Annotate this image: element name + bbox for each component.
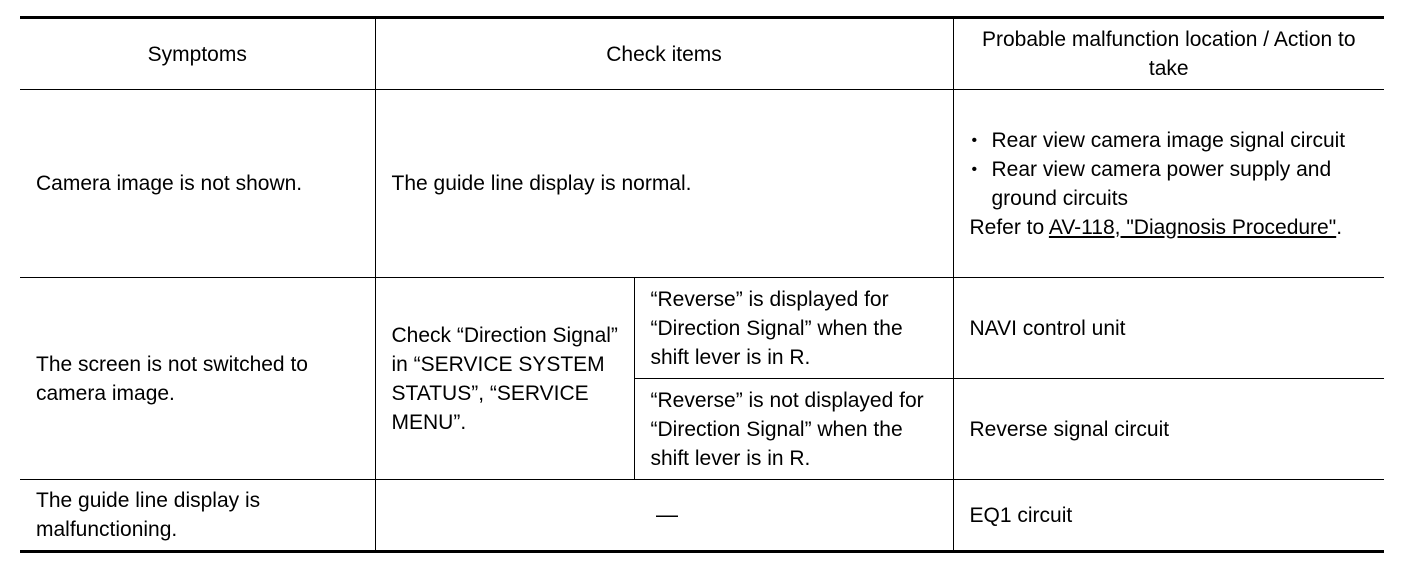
action-cell: NAVI control unit (953, 278, 1384, 379)
refer-prefix: Refer to (969, 215, 1049, 239)
check-cell: The guide line display is normal. (375, 90, 953, 278)
action-text: Rear view camera image signal circuit (991, 128, 1346, 152)
action-cell: EQ1 circuit (953, 480, 1384, 552)
action-cell (953, 90, 1384, 278)
check-cell (375, 480, 953, 552)
refer-note (970, 213, 1375, 242)
header-symptoms: Symptoms (20, 18, 375, 90)
table-row (20, 480, 1384, 552)
action-text: Rear view camera power supply and ground circuits (991, 157, 1332, 210)
refer-suffix: . (1336, 215, 1343, 239)
diagnosis-procedure-link[interactable]: AV-118, "Diagnosis Procedure" (1048, 215, 1337, 239)
diagnosis-table (20, 16, 1384, 553)
header-action: Probable malfunction location / Action to take (953, 18, 1384, 90)
action-list (970, 126, 1375, 213)
table-header-row (20, 18, 1384, 90)
symptom-cell: The guide line display is malfunctioning. (20, 480, 375, 552)
check-cell: Check “Direction Signal” in “SERVICE SYSTEM STATUS”, “SERVICE MENU”. (375, 278, 634, 480)
symptom-cell: Camera image is not shown. (20, 90, 375, 278)
bullet-icon: • (971, 160, 978, 178)
table-row (20, 278, 1384, 379)
table-row (20, 90, 1384, 278)
dash-text: — (656, 502, 678, 527)
action-cell: Reverse signal circuit (953, 379, 1384, 480)
symptom-cell: The screen is not switched to camera image. (20, 278, 375, 480)
condition-cell: “Reverse” is not displayed for “Direction Signal” when the shift lever is in R. (634, 379, 953, 480)
bullet-icon: • (971, 131, 978, 149)
list-item (970, 155, 1375, 213)
header-check-items: Check items (375, 18, 953, 90)
list-item (970, 126, 1375, 155)
condition-cell: “Reverse” is displayed for “Direction Signal” when the shift lever is in R. (634, 278, 953, 379)
